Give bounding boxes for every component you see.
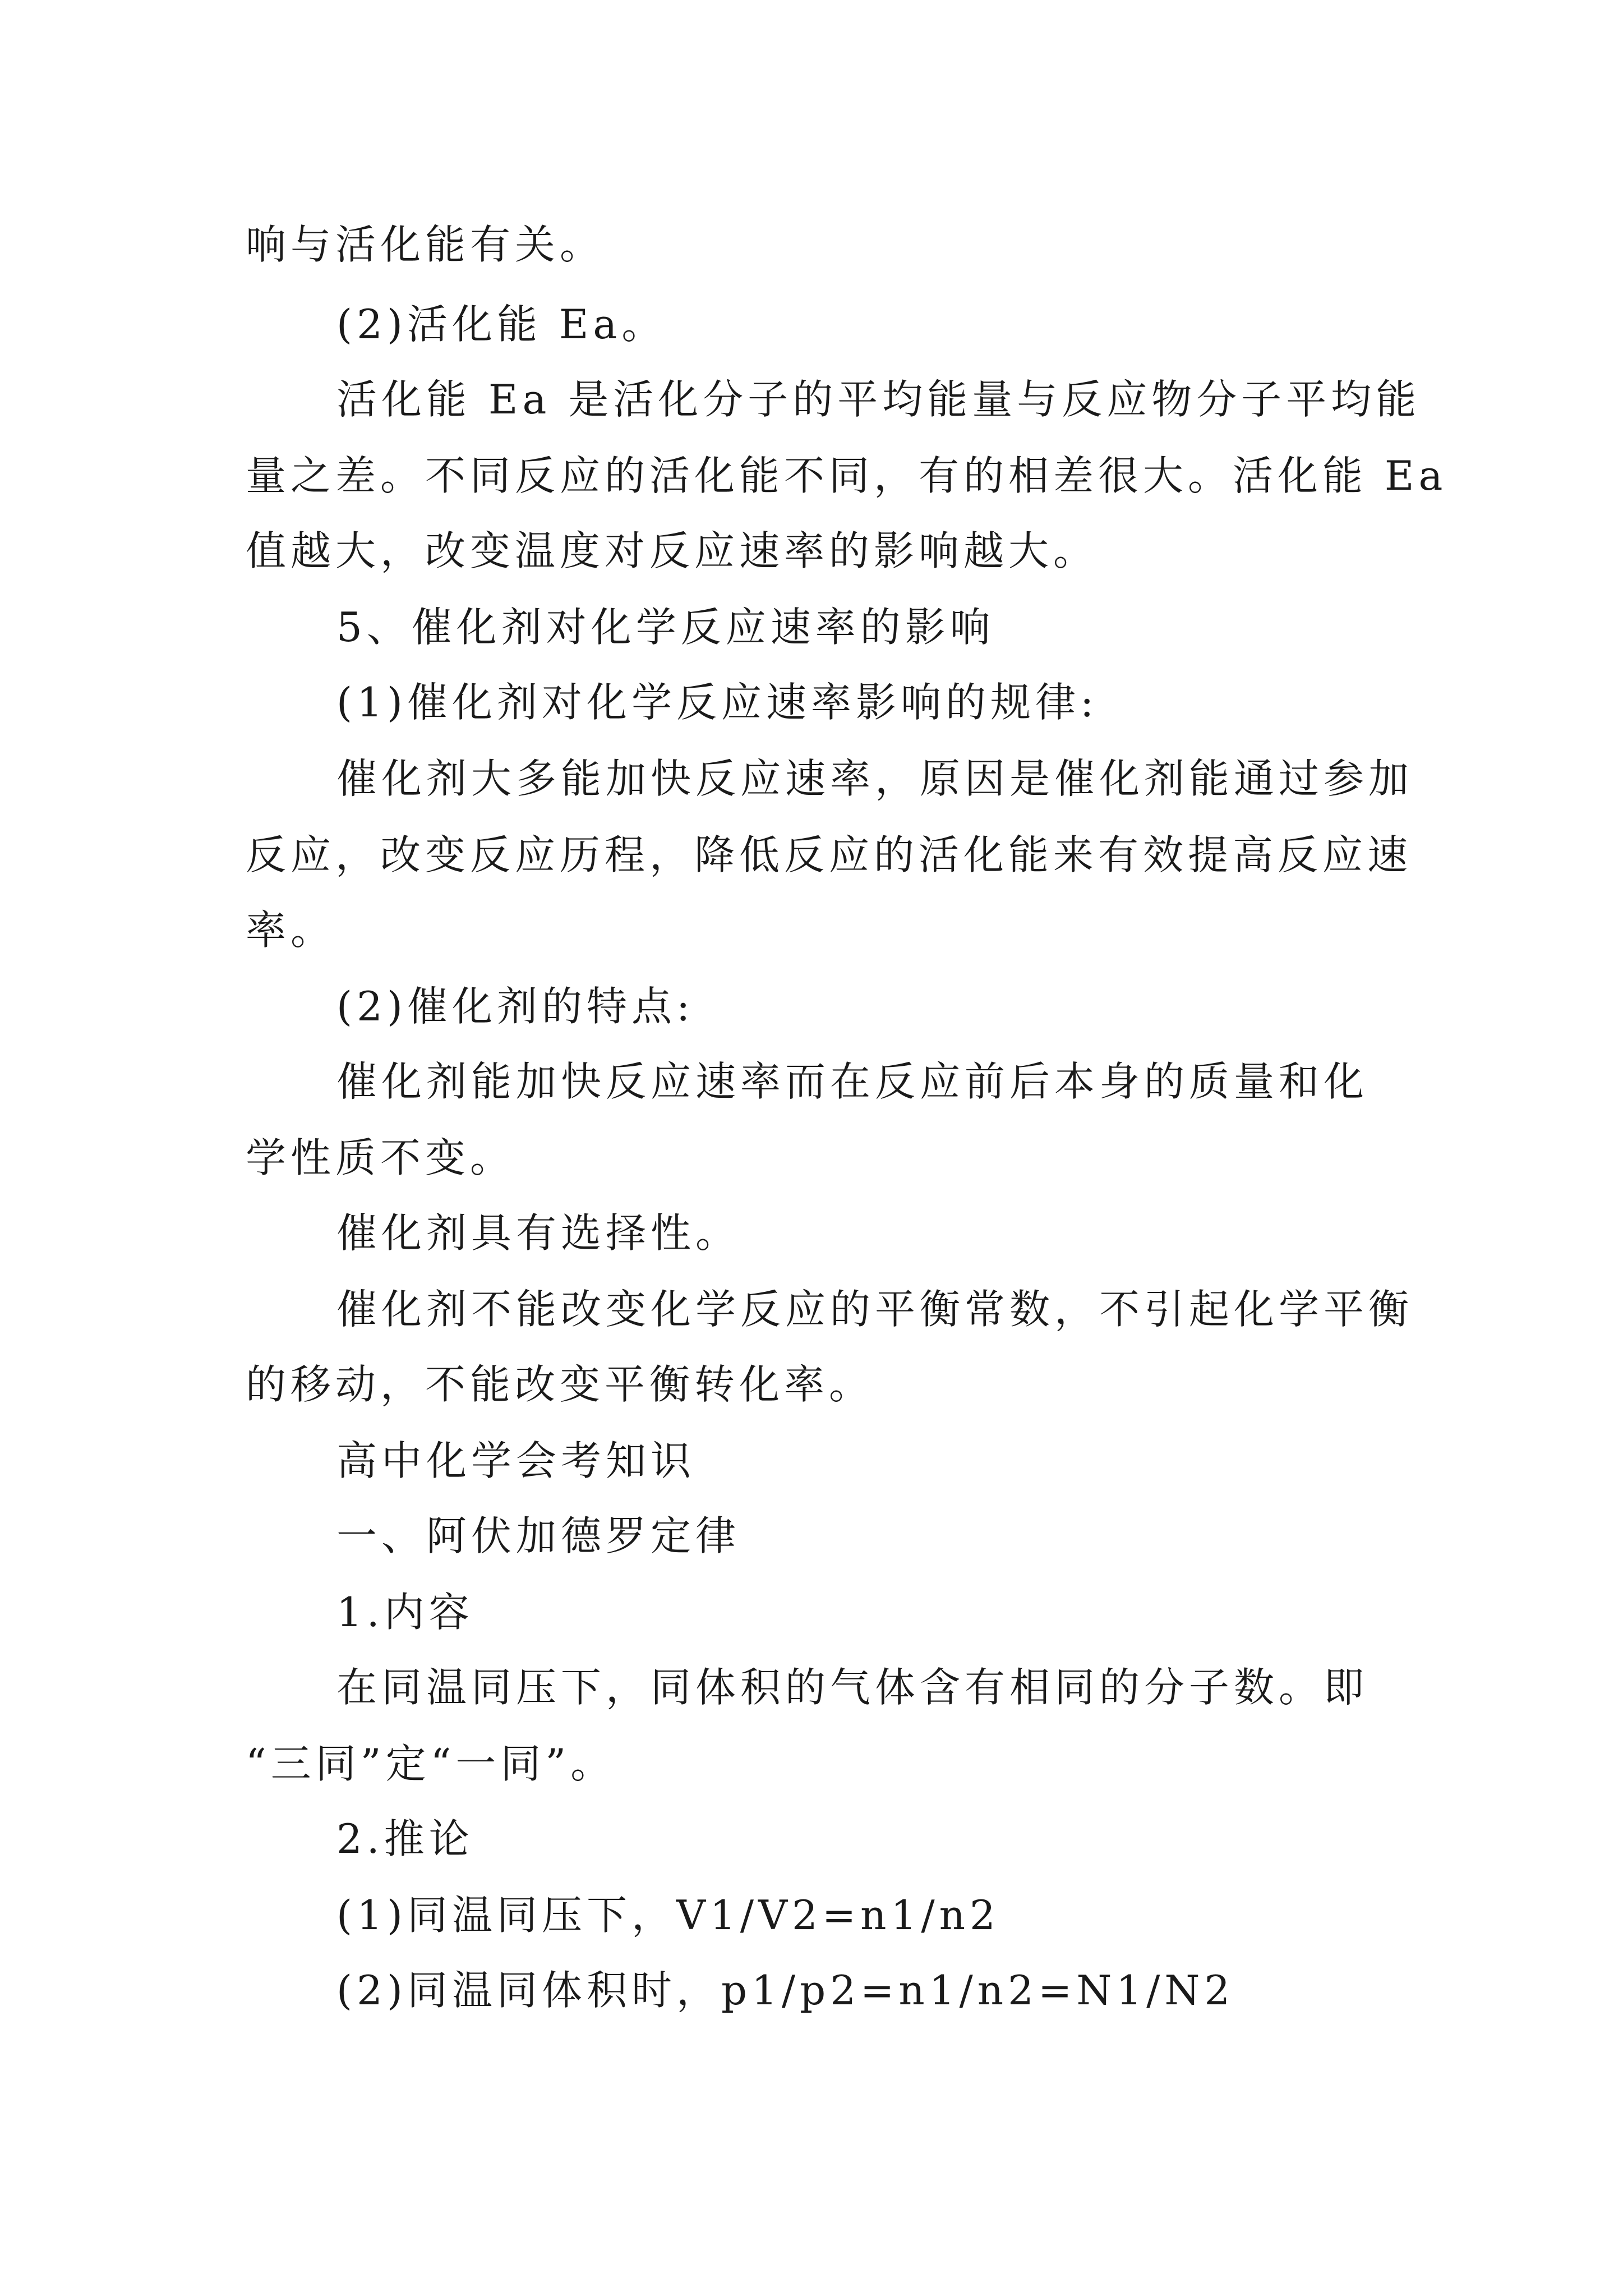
text-line: 响与活化能有关。 xyxy=(246,221,605,268)
text-line: 高中化学会考知识 xyxy=(336,1437,696,1484)
text-line: 催化剂具有选择性。 xyxy=(336,1209,741,1257)
text-line: (2)活化能 Ea。 xyxy=(336,301,667,348)
text-line: 1.内容 xyxy=(336,1589,474,1636)
text-line: 的移动，不能改变平衡转化率。 xyxy=(246,1361,874,1408)
text-line: 5、催化剂对化学反应速率的影响 xyxy=(336,604,995,651)
text-line: 2.推论 xyxy=(336,1815,474,1862)
text-line: 催化剂能加快反应速率而在反应前后本身的质量和化 xyxy=(336,1058,1369,1105)
text-line: 催化剂不能改变化学反应的平衡常数，不引起化学平衡 xyxy=(336,1286,1414,1333)
text-line: 催化剂大多能加快反应速率，原因是催化剂能通过参加 xyxy=(336,755,1414,802)
text-line: (2)催化剂的特点: xyxy=(336,983,695,1030)
text-line: 量之差。不同反应的活化能不同，有的相差很大。活化能 Ea xyxy=(246,452,1447,499)
text-line: 一、阿伏加德罗定律 xyxy=(336,1512,741,1559)
text-line: (1)同温同压下，V1/V2=n1/n2 xyxy=(336,1892,1000,1939)
text-line: 率。 xyxy=(246,907,336,954)
text-line: 反应，改变反应历程，降低反应的活化能来有效提高反应速 xyxy=(246,831,1413,878)
text-line: 在同温同压下，同体积的气体含有相同的分子数。即 xyxy=(336,1664,1369,1711)
text-line: “三同”定“一同”。 xyxy=(246,1740,616,1787)
text-line: 值越大，改变温度对反应速率的影响越大。 xyxy=(246,527,1099,574)
text-line: 学性质不变。 xyxy=(246,1134,515,1181)
text-line: (1)催化剂对化学反应速率影响的规律: xyxy=(336,679,1099,726)
text-line: (2)同温同体积时，p1/p2=n1/n2=N1/N2 xyxy=(336,1967,1235,2014)
text-line: 活化能 Ea 是活化分子的平均能量与反应物分子平均能 xyxy=(336,376,1421,423)
